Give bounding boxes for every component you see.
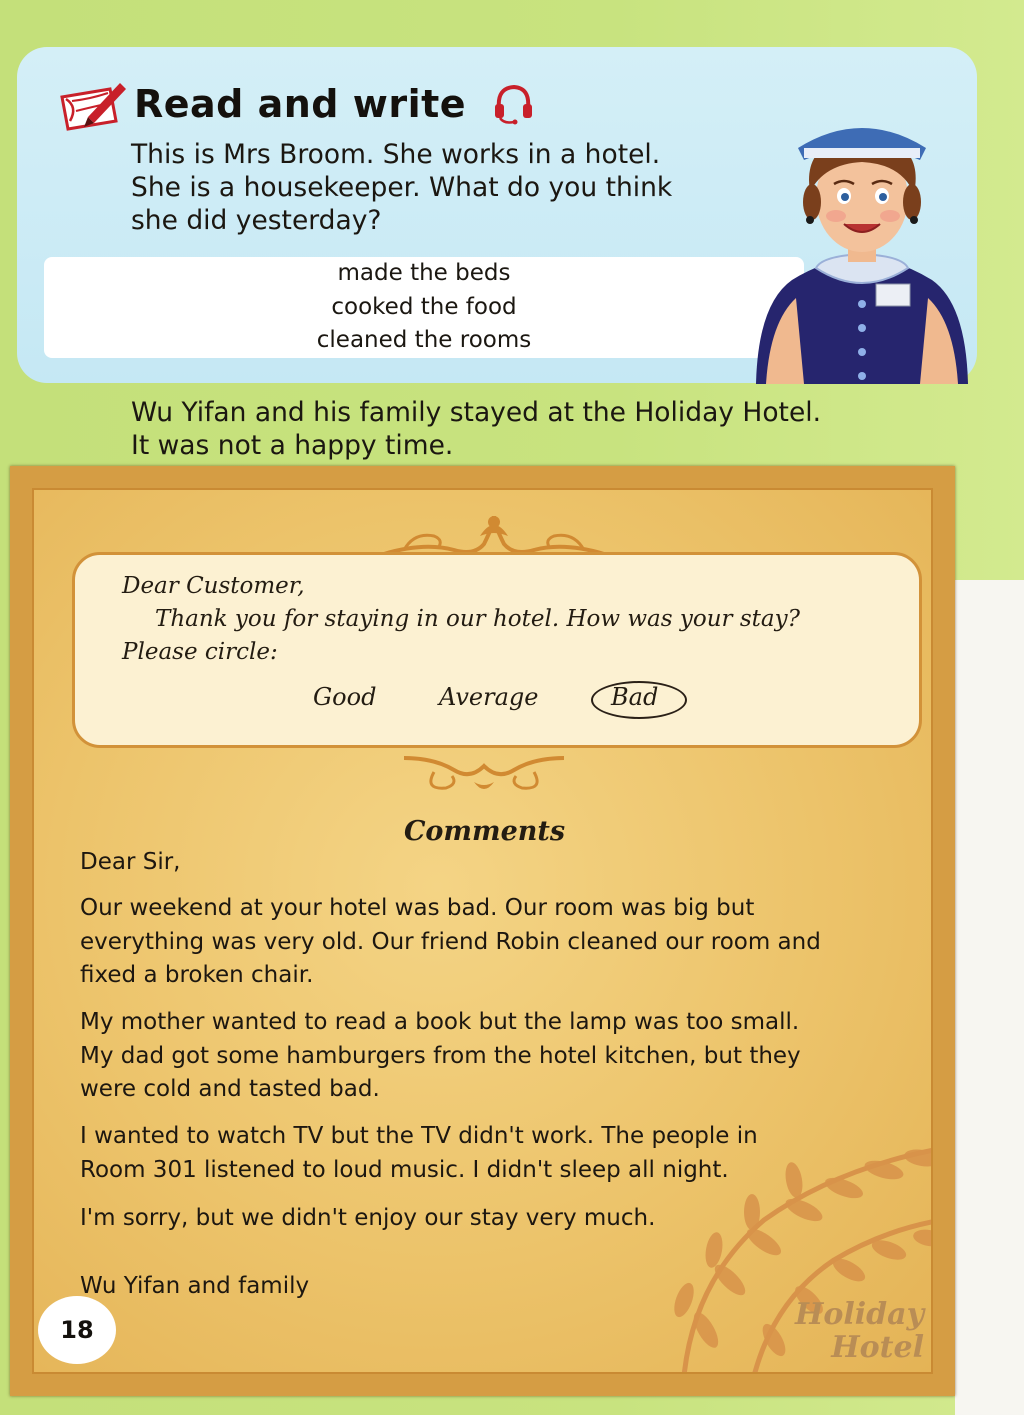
- word-options-box: [44, 257, 804, 358]
- bottom-scroll-ornament: [394, 752, 574, 796]
- section-heading: Read and write: [134, 82, 467, 126]
- word-option-made-beds: made the beds: [337, 260, 511, 286]
- story-intro: [131, 396, 961, 462]
- intro-line: she did yesterday?: [131, 205, 382, 236]
- letter-greeting: Dear Sir,: [80, 849, 181, 875]
- story-line: Wu Yifan and his family stayed at the Holiday Hotel.: [131, 397, 822, 428]
- rating-average: Average: [439, 683, 539, 711]
- headset-icon: [492, 82, 534, 126]
- rating-bad: Bad: [611, 683, 659, 711]
- selected-rating-circle: [591, 681, 687, 719]
- comment-line: My mother wanted to read a book but the lamp was too small.: [80, 1009, 800, 1035]
- page-number: 18: [38, 1296, 116, 1364]
- comments-title: Comments: [403, 816, 566, 847]
- card-instruction: Please circle:: [122, 639, 278, 665]
- word-option-cleaned-rooms: cleaned the rooms: [316, 327, 532, 353]
- comment-paragraph-1: [80, 892, 910, 993]
- comment-line: My dad got some hamburgers from the hotel kitchen, but they: [80, 1042, 801, 1069]
- comment-line: were cold and tasted bad.: [80, 1076, 380, 1102]
- letter-signature: Wu Yifan and family: [80, 1273, 310, 1299]
- intro-text: [131, 138, 771, 237]
- rating-good: Good: [313, 683, 377, 711]
- word-option-cooked-food: cooked the food: [331, 293, 517, 320]
- story-line: It was not a happy time.: [131, 430, 454, 461]
- intro-line: She is a housekeeper. What do you think: [131, 172, 673, 203]
- holiday-hotel-logo: [754, 1298, 924, 1364]
- logo-line: Holiday: [795, 1297, 924, 1332]
- letter-paper: [32, 488, 933, 1374]
- card-message: Thank you for staying in our hotel. How was your stay?: [155, 606, 800, 632]
- page-edge: [955, 580, 1024, 1415]
- customer-feedback-card: [72, 552, 922, 748]
- intro-line: This is Mrs Broom. She works in a hotel.: [131, 139, 661, 170]
- housekeeper-illustration: [752, 108, 972, 384]
- card-greeting: Dear Customer,: [122, 573, 305, 599]
- comment-line: Our weekend at your hotel was bad. Our room was big but: [80, 895, 755, 921]
- comment-line: I'm sorry, but we didn't enjoy our stay very much.: [80, 1205, 656, 1231]
- comment-line: I wanted to watch TV but the TV didn't work. The people in: [80, 1123, 758, 1149]
- logo-line: Hotel: [831, 1330, 924, 1365]
- comment-line: fixed a broken chair.: [80, 962, 314, 988]
- comment-line: everything was very old. Our friend Robin cleaned our room and: [80, 928, 821, 955]
- comment-paragraph-2: [80, 1006, 910, 1107]
- writing-pen-icon: [58, 77, 128, 132]
- hotel-letter: [10, 466, 955, 1396]
- word-options-list: [44, 257, 804, 358]
- comment-line: Room 301 listened to loud music. I didn't sleep all night.: [80, 1156, 729, 1183]
